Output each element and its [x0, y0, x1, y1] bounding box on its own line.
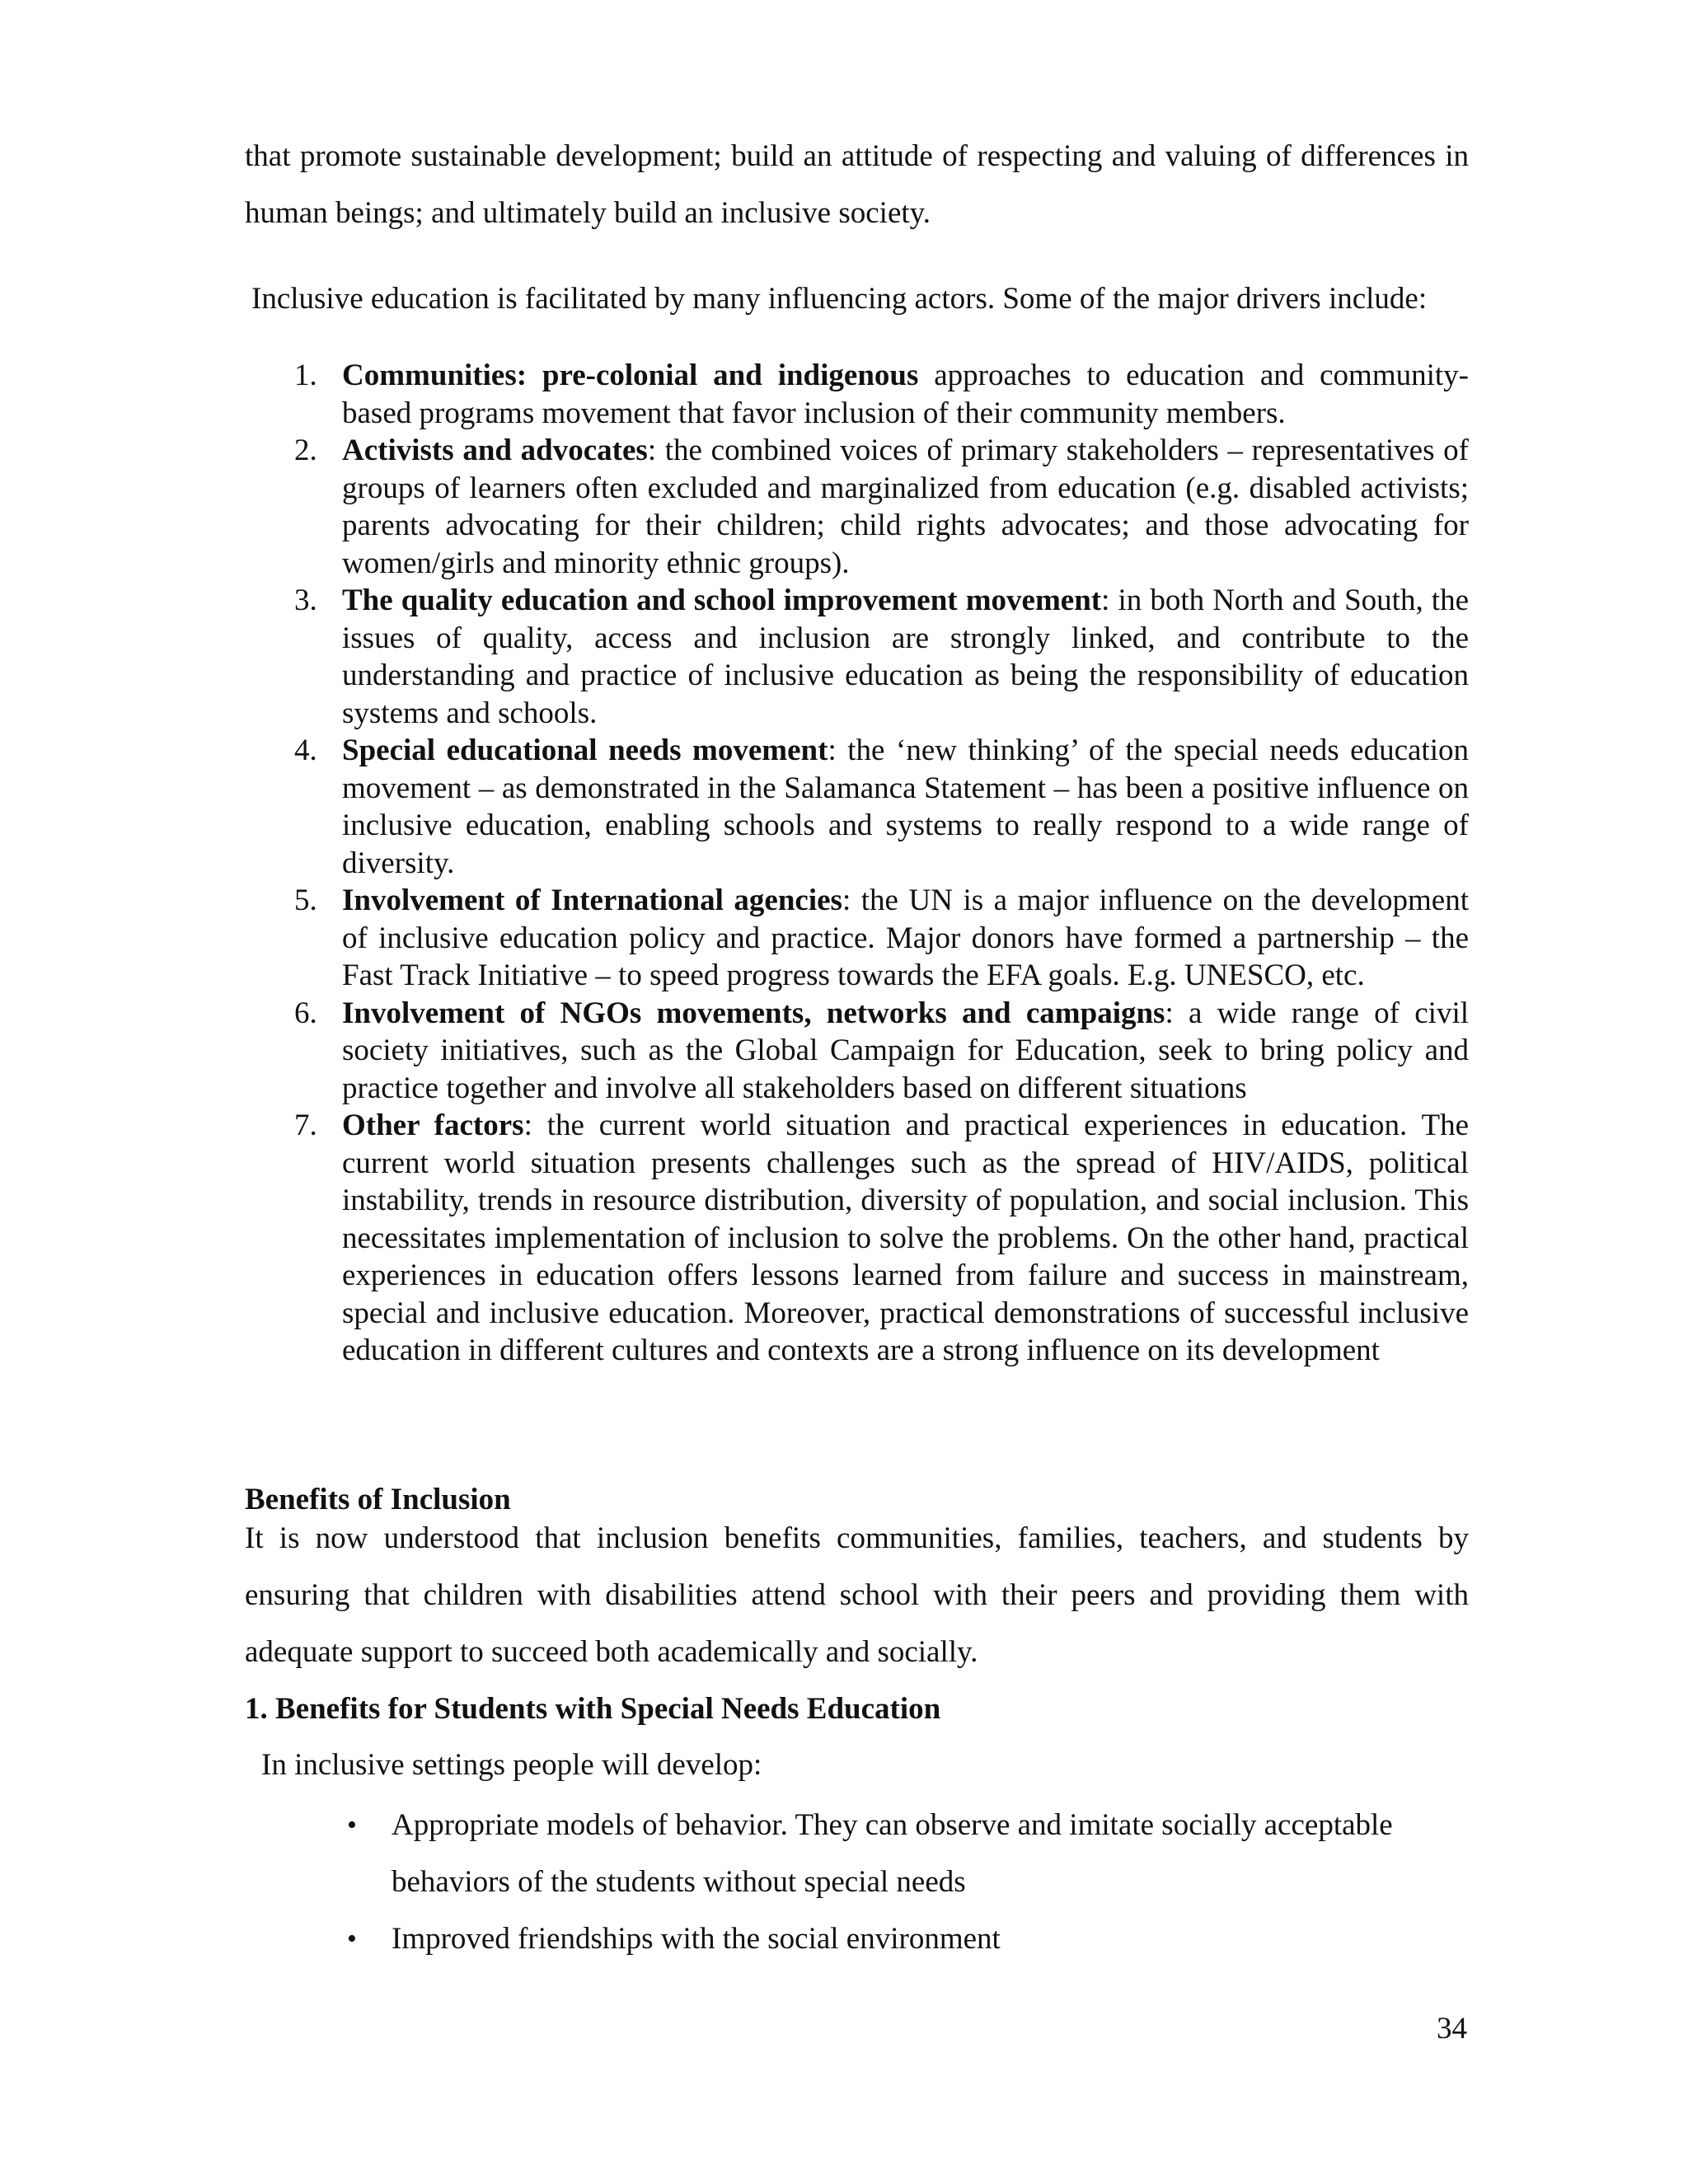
list-item-term: Special educational needs movement [342, 733, 828, 767]
list-item-number: 5. [294, 883, 317, 917]
list-item [245, 1910, 1469, 1967]
list-item-term: Involvement of International agencies [342, 883, 842, 917]
list-item-number: 4. [294, 733, 317, 767]
benefits-bullet-list [245, 1797, 1469, 1967]
list-item-number: 2. [294, 434, 317, 467]
list-item [245, 995, 1469, 1108]
students-intro: In inclusive settings people will develop: [261, 1748, 762, 1782]
list-item-term: Activists and advocates [342, 434, 648, 467]
list-item-text: : the combined voices of primary stakeholders – representatives of groups of learners often excluded and marginalized from education (e.g. disabled activists; parents advocating for their children; child rights advocates; and those advocating for women/girls and minority ethnic groups). [342, 434, 1469, 580]
list-item-number: 6. [294, 996, 317, 1030]
list-item-text: : the UN is a major influence on the development of inclusive education policy and practice. Major donors have formed a partnership – the Fast Track Initiative – to speed progress towards the EFA goals. E.g. UNESCO, etc. [342, 883, 1469, 992]
benefits-paragraph: It is now understood that inclusion benefits communities, families, teachers, and students by ensuring that children with disabilities attend school with their peers and providing them with adequate support to succeed both academically and socially. [245, 1521, 1469, 1669]
list-item-text: : the ‘new thinking’ of the special needs education movement – as demonstrated in the Salamanca Statement – has been a positive influence on inclusive education, enabling schools and systems to really respond to a wide range of diversity. [342, 733, 1469, 880]
list-item [245, 1797, 1469, 1910]
bullet-icon: • [347, 1810, 357, 1840]
page-number: 34 [1437, 2012, 1467, 2046]
list-item-term: The quality education and school improvement movement [342, 583, 1102, 617]
list-item-number: 1. [294, 359, 317, 392]
list-item-text: approaches to education and community-based programs movement that favor inclusion of their community members. [342, 359, 1469, 430]
list-item-term: Other factors [342, 1108, 524, 1142]
list-item-text: Appropriate models of behavior. They can observe and imitate socially acceptable behaviors of the students without special needs [392, 1808, 1393, 1899]
top-paragraph: that promote sustainable development; build an attitude of respecting and valuing of differences in human beings; and ultimately build an inclusive society. [245, 139, 1469, 230]
list-item-number: 7. [294, 1108, 317, 1142]
list-item [245, 582, 1469, 732]
students-heading: 1. Benefits for Students with Special Needs Education [245, 1692, 941, 1726]
list-item [245, 882, 1469, 995]
list-item-number: 3. [294, 583, 317, 617]
list-item-term: Involvement of NGOs movements, networks and campaigns [342, 996, 1165, 1030]
list-item-term: Communities: pre-colonial and indigenous [342, 359, 919, 392]
drivers-intro: Inclusive education is facilitated by many influencing actors. Some of the major drivers include: [251, 282, 1428, 316]
drivers-list [245, 357, 1469, 1370]
list-item [245, 357, 1469, 432]
bullet-icon: • [347, 1924, 357, 1954]
list-item-text: : a wide range of civil society initiatives, such as the Global Campaign for Education, seek to bring policy and practice together and involve all stakeholders based on different situations [342, 996, 1470, 1105]
list-item-text: : in both North and South, the issues of quality, access and inclusion are strongly linked, and contribute to the understanding and practice of inclusive education as being the responsibility of education systems and schools. [342, 583, 1469, 730]
list-item-text: : the current world situation and practical experiences in education. The current world situation presents challenges such as the spread of HIV/AIDS, political instability, trends in resource distribution, diversity of population, and social inclusion. This necessitates implementation of inclusion to solve the problems. On the other hand, practical experiences in education offers lessons learned from failure and success in mainstream, special and inclusive education. Moreover, practical demonstrations of successful inclusive education in different cultures and contexts are a strong influence on its development [342, 1108, 1469, 1367]
list-item-text: Improved friendships with the social environment [392, 1922, 1001, 1956]
list-item [245, 432, 1469, 582]
list-item [245, 732, 1469, 882]
benefits-heading: Benefits of Inclusion [245, 1483, 511, 1516]
list-item [245, 1107, 1469, 1370]
